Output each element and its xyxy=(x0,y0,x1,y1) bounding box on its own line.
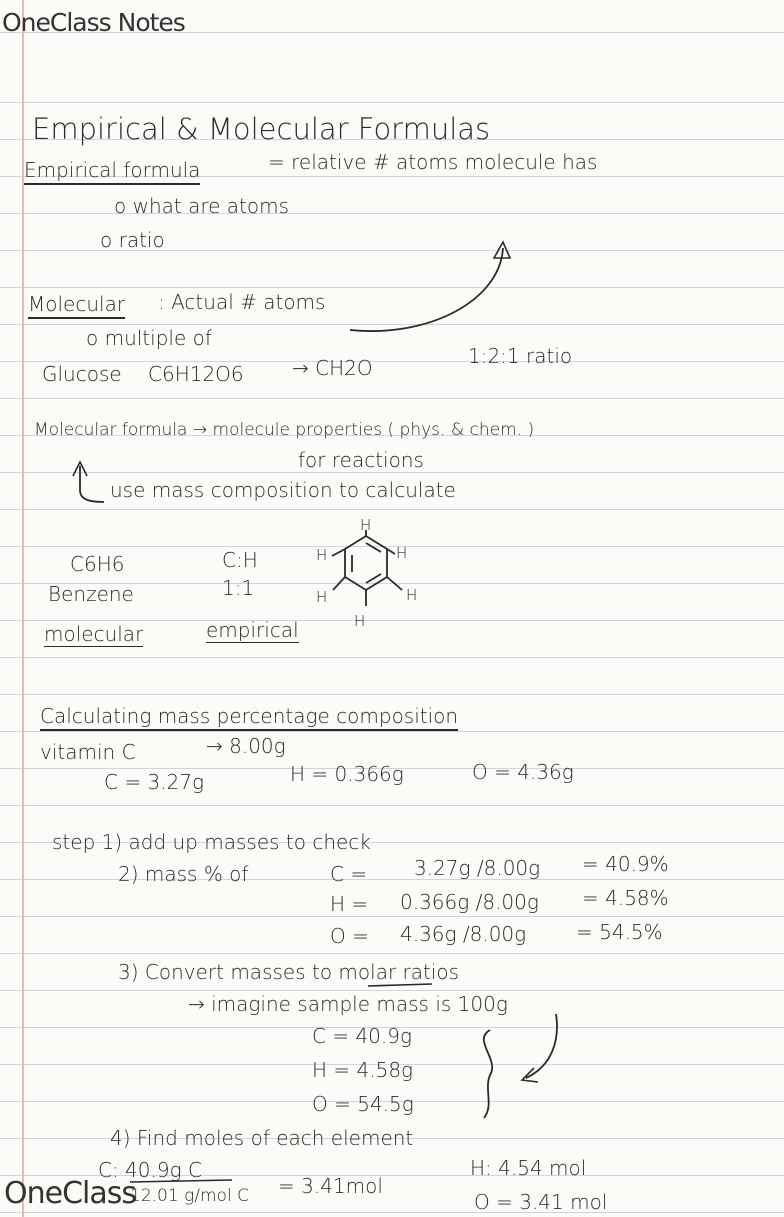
molecular-term: Molecular xyxy=(28,292,125,319)
brand-logo-bottom xyxy=(4,1176,136,1211)
molecular-formula-line-2: for reactions xyxy=(298,448,424,472)
brand-logo-top xyxy=(2,8,185,37)
mass-h-100g: H = 4.58g xyxy=(312,1058,414,1082)
page-title: Empirical & Molecular Formulas xyxy=(32,112,491,146)
empirical-bullet-1: o what are atoms xyxy=(114,194,290,218)
benzene-h-top: H xyxy=(360,516,372,534)
moles-c-numerator: C: 40.9g C xyxy=(98,1158,202,1182)
molecular-formula-line-1: Molecular formula → molecule properties ( phys. & chem. ) xyxy=(34,420,535,440)
benzene-ratio-top: C:H xyxy=(222,548,258,572)
molecular-bullet-1: o multiple of xyxy=(86,326,212,350)
vitamin-c-mass: C = 3.27g xyxy=(104,770,204,794)
benzene-name: Benzene xyxy=(48,582,134,606)
glucose-formula: C6H12O6 xyxy=(148,362,244,386)
molecular-formula-line-3: use mass composition to calculate xyxy=(110,478,456,502)
mass-pct-o-expr: 4.36g /8.00g xyxy=(400,922,527,946)
step-4: 4) Find moles of each element xyxy=(110,1126,414,1150)
moles-c-denominator: 12.01 g/mol C xyxy=(130,1186,249,1206)
glucose-empirical: → CH2O xyxy=(292,356,373,380)
label-molecular: molecular xyxy=(44,622,144,646)
benzene-h-bottom: H xyxy=(354,612,366,630)
brand-text-bottom: OneClass xyxy=(4,1176,137,1211)
benzene-formula: C6H6 xyxy=(70,552,125,576)
benzene-ratio-bottom: 1:1 xyxy=(222,576,255,600)
step-1: step 1) add up masses to check xyxy=(52,830,371,854)
benzene-h-left-bottom: H xyxy=(316,588,328,606)
benzene-h-left-top: H xyxy=(316,546,328,564)
glucose-ratio: 1:2:1 ratio xyxy=(468,344,573,368)
moles-c-result: = 3.41mol xyxy=(278,1174,383,1198)
moles-o-result: O = 3.41 mol xyxy=(474,1190,608,1214)
mass-pct-o-label: O = xyxy=(330,924,369,948)
step-3-sub: → imagine sample mass is 100g xyxy=(188,992,508,1016)
vitamin-h-mass: H = 0.366g xyxy=(290,762,404,786)
mass-pct-c-expr: 3.27g /8.00g xyxy=(414,856,541,880)
mass-pct-h-label: H = xyxy=(330,892,369,916)
calc-heading: Calculating mass percentage composition xyxy=(40,704,458,731)
vitamin-label: vitamin C xyxy=(40,740,136,764)
empirical-bullet-2: o ratio xyxy=(100,228,165,252)
molecular-definition: : Actual # atoms xyxy=(158,290,326,314)
mass-pct-h-result: = 4.58% xyxy=(582,886,669,910)
step-3: 3) Convert masses to molar ratios xyxy=(118,960,460,984)
mass-pct-c-label: C = xyxy=(330,862,368,886)
brand-text-top: OneClass Notes xyxy=(2,8,185,37)
mass-pct-c-result: = 40.9% xyxy=(582,852,669,876)
label-empirical: empirical xyxy=(206,618,299,642)
mass-pct-o-result: = 54.5% xyxy=(576,920,663,944)
benzene-h-right-top: H xyxy=(396,544,408,562)
mass-pct-h-expr: 0.366g /8.00g xyxy=(400,890,539,914)
empirical-definition: = relative # atoms molecule has xyxy=(268,150,598,174)
glucose-label: Glucose xyxy=(42,362,122,386)
vitamin-o-mass: O = 4.36g xyxy=(472,760,574,784)
mass-c-100g: C = 40.9g xyxy=(312,1024,412,1048)
empirical-term: Empirical formula xyxy=(24,158,200,185)
vitamin-mass: → 8.00g xyxy=(206,734,286,758)
mass-o-100g: O = 54.5g xyxy=(312,1092,414,1116)
moles-h-result: H: 4.54 mol xyxy=(470,1156,587,1180)
benzene-h-right-bottom: H xyxy=(406,586,418,604)
step-2-prefix: 2) mass % of xyxy=(118,862,249,886)
